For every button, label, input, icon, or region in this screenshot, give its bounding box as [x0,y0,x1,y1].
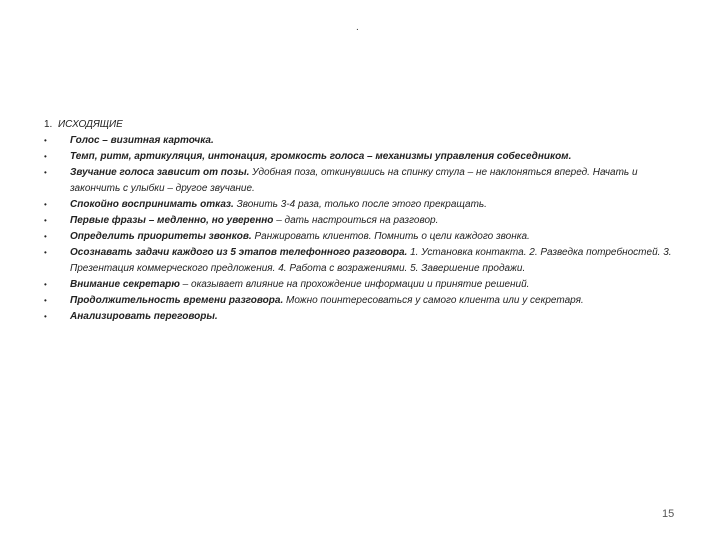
list-item-text [70,293,684,309]
section-number: 1. [44,119,53,130]
list-item [44,133,684,149]
list-item [44,309,684,325]
bullet-icon: • [44,216,47,225]
list-item-detail: – дать настроиться на разговор. [273,215,439,226]
list-item-text [70,213,684,229]
list-item-emphasis: Анализировать переговоры. [70,311,218,322]
list-item-emphasis: Темп, ритм, артикуляция, интонация, громкость голоса – механизмы управления собеседником. [70,151,572,162]
list-item-detail: 1. Установка контакта. 2. Разведка потребностей. 3. Презентация коммерческого предложения. 4. Работа с возражениями. 5. Завершение продажи. [70,247,672,274]
bullet-icon: • [44,168,47,177]
slide-body [44,117,684,325]
header-mark: . [356,22,359,33]
bullet-icon: • [44,152,47,161]
list-item [44,165,684,197]
bullet-icon: • [44,280,47,289]
list-item [44,149,684,165]
list-item-detail: – оказывает влияние на прохождение информации и принятие решений. [179,279,530,290]
bullet-icon: • [44,312,47,321]
list-item-emphasis: Определить приоритеты звонков. [70,231,252,242]
bullet-list [44,133,684,325]
section-title: ИСХОДЯЩИЕ [58,119,123,130]
list-item-emphasis: Продолжительность времени разговора. [70,295,284,306]
list-item-emphasis: Внимание секретарю [70,279,180,290]
list-item-emphasis: Звучание голоса зависит от позы. [70,167,250,178]
list-item-text [70,245,684,277]
list-item-text [70,309,684,325]
list-item-emphasis: Голос – визитная карточка. [70,135,214,146]
list-item-text [70,133,684,149]
list-item-detail: Можно поинтересоваться у самого клиента или у секретаря. [283,295,584,306]
list-item-emphasis: Спокойно воспринимать отказ. [70,199,234,210]
bullet-icon: • [44,232,47,241]
list-item [44,245,684,277]
list-item-emphasis: Первые фразы – медленно, но уверенно [70,215,274,226]
list-item-text [70,165,684,197]
bullet-icon: • [44,200,47,209]
bullet-icon: • [44,248,47,257]
bullet-icon: • [44,296,47,305]
list-item-text [70,277,684,293]
list-item-detail: Удобная поза, откинувшись на спинку стула – не наклоняться вперед. Начать и закончить с улыбки – другое звучание. [70,167,638,194]
list-item-text [70,229,684,245]
list-item-detail: Ранжировать клиентов. Помнить о цели каждого звонка. [251,231,530,242]
section-heading [44,117,684,133]
bullet-icon: • [44,136,47,145]
page-number: 15 [662,508,675,520]
list-item [44,197,684,213]
list-item-text [70,149,684,165]
list-item [44,277,684,293]
list-item-detail: Звонить 3-4 раза, только после этого прекращать. [233,199,487,210]
list-item-text [70,197,684,213]
list-item-emphasis: Осознавать задачи каждого из 5 этапов телефонного разговора. [70,247,408,258]
list-item [44,229,684,245]
list-item [44,213,684,229]
list-item [44,293,684,309]
